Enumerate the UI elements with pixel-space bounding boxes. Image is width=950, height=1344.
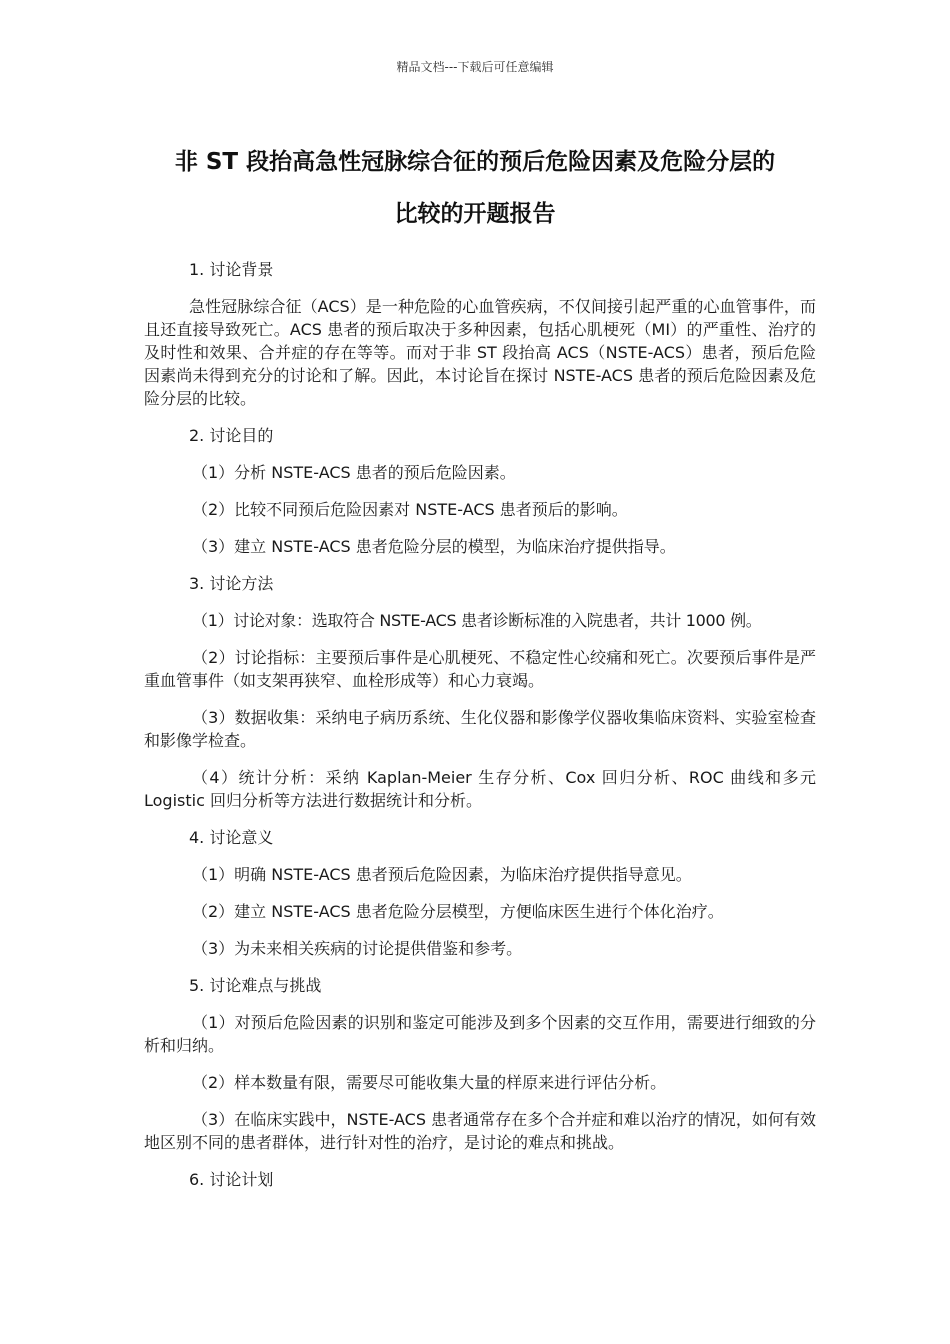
document-body xyxy=(144,258,816,1205)
section-heading-plan: 6. 讨论计划 xyxy=(189,1170,274,1189)
list-item: （2）建立 NSTE-ACS 患者危险分层模型，方便临床医生进行个体化治疗。 xyxy=(192,902,724,921)
section-heading-purpose: 2. 讨论目的 xyxy=(189,426,274,445)
page-header: 精品文档---下载后可任意编辑 xyxy=(396,60,554,74)
title-line-2: 比较的开题报告 xyxy=(394,201,556,227)
list-item: （3）数据收集：采纳电子病历系统、生化仪器和影像学仪器收集临床资料、实验室检查和影像学检查。 xyxy=(144,708,816,750)
list-item: （2）样本数量有限，需要尽可能收集大量的样原来进行评估分析。 xyxy=(192,1073,667,1092)
section-heading-significance: 4. 讨论意义 xyxy=(189,828,274,847)
background-paragraph: 急性冠脉综合征（ACS）是一种危险的心血管疾病，不仅间接引起严重的心血管事件，而且还直接导致死亡。ACS 患者的预后取决于多种因素，包括心肌梗死（MI）的严重性、治疗的及时性和效果、合并症的存在等等。而对于非 ST 段抬高 ACS（NSTE-ACS）患者，预后危险因素尚未得到充分的讨论和了解。因此，本讨论旨在探讨 NSTE-ACS 患者的预后危险因素及危险分层的比较。 xyxy=(144,297,816,408)
list-item: （3）在临床实践中，NSTE-ACS 患者通常存在多个合并症和难以治疗的情况，如何有效地区别不同的患者群体，进行针对性的治疗，是讨论的难点和挑战。 xyxy=(144,1110,816,1152)
document-title xyxy=(100,136,850,240)
section-heading-background: 1. 讨论背景 xyxy=(189,260,274,279)
list-item: （1）分析 NSTE-ACS 患者的预后危险因素。 xyxy=(192,463,516,482)
list-item: （4）统计分析：采纳 Kaplan-Meier 生存分析、Cox 回归分析、ROC 曲线和多元 Logistic 回归分析等方法进行数据统计和分析。 xyxy=(144,768,816,810)
section-heading-challenges: 5. 讨论难点与挑战 xyxy=(189,976,322,995)
list-item: （1）明确 NSTE-ACS 患者预后危险因素，为临床治疗提供指导意见。 xyxy=(192,865,692,884)
list-item: （2）讨论指标：主要预后事件是心肌梗死、不稳定性心绞痛和死亡。次要预后事件是严重血管事件（如支架再狭窄、血栓形成等）和心力衰竭。 xyxy=(144,648,816,690)
section-heading-methods: 3. 讨论方法 xyxy=(189,574,274,593)
list-item: （3）为未来相关疾病的讨论提供借鉴和参考。 xyxy=(192,939,523,958)
list-item: （1）讨论对象：选取符合 NSTE-ACS 患者诊断标准的入院患者，共计 1000 例。 xyxy=(192,611,762,630)
list-item: （3）建立 NSTE-ACS 患者危险分层的模型，为临床治疗提供指导。 xyxy=(192,537,676,556)
list-item: （2）比较不同预后危险因素对 NSTE-ACS 患者预后的影响。 xyxy=(192,500,628,519)
list-item: （1）对预后危险因素的识别和鉴定可能涉及到多个因素的交互作用，需要进行细致的分析和归纳。 xyxy=(144,1013,816,1055)
title-line-1: 非 ST 段抬高急性冠脉综合征的预后危险因素及危险分层的 xyxy=(174,149,776,175)
